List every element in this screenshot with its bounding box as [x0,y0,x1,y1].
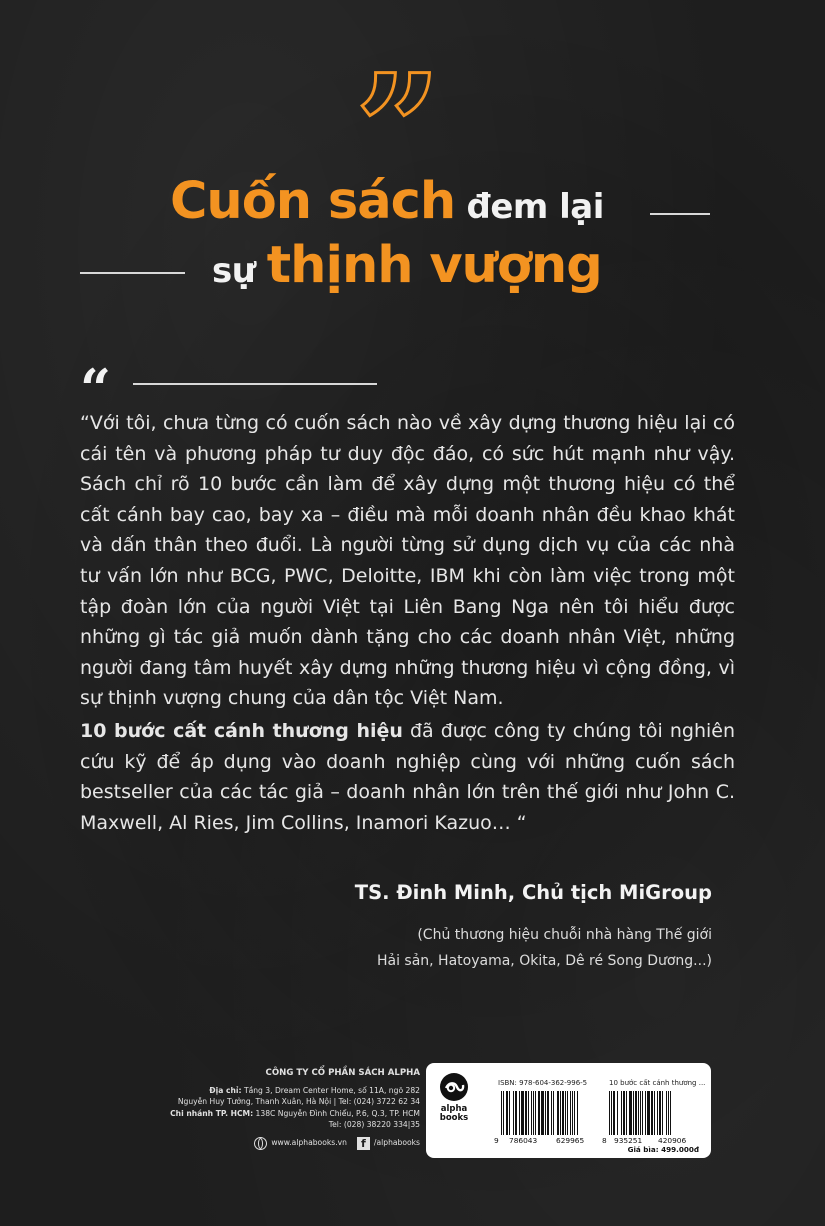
barcode-stripe [577,1091,578,1135]
testimonial-paragraph-1: “Với tôi, chưa từng có cuốn sách nào về xây dựng thương hiệu lại có cái tên và phương pháp tư duy độc đáo, có sức hút mạnh như vậy. Sách chỉ rõ 10 bước cần làm để xây dựng một thương hiệu có thể cất cánh bay cao, bay xa – điều mà mỗi doanh nhân đều khao khát và dấn thân theo đuổi. Là người từng sử dụng dịch vụ của các nhà tư vấn lớn như BCG, PWC, Deloitte, IBM khi còn làm việc trong một tập đoàn lớn của người Việt tại Liên Bang Nga nên tôi hiểu được những gì tác giả muốn dành tặng cho các doanh nhân Việt, những người đang tâm huyết xây dựng những thương hiệu vì cộng đồng, vì sự thịnh vượng chung của dân tộc Việt Nam. [80,412,735,710]
publisher-address-1 [170,1085,420,1097]
testimonial-quote-mark: “ [80,357,112,421]
testimonial-author: TS. Đinh Minh, Chủ tịch MiGroup [354,881,712,904]
isbn-digits-group-1: 786043 [509,1136,538,1145]
cover-price: Giá bìa: 499.000đ [627,1145,699,1154]
headline-white-1: đem lại [455,187,604,227]
isbn-digit-prefix: 9 [494,1136,499,1145]
product-barcode [609,1091,699,1135]
decorative-quote-mark: ” [355,42,442,218]
publisher-info [170,1068,420,1150]
testimonial-paragraph-2-rest: đã được công ty chúng tôi nghiên cứu kỹ để áp dụng vào doanh nghiệp cùng với những cuốn sách bestseller của các tác giả – doanh nhân lớn trên thế giới như John C. Maxwell, Al Ries, Jim Collins, Inamori Kazuo… “ [80,720,735,834]
ean-digit-prefix: 8 [602,1136,607,1145]
testimonial-author-note [377,922,712,974]
author-note-line-2: Hải sản, Hatoyama, Okita, Dê ré Song Dương...) [376,953,712,969]
barcode-book-title: 10 bước cất cánh thương ... [609,1079,706,1087]
isbn-label: ISBN: 978-604-362-996-5 [498,1079,588,1087]
website-link[interactable]: www.alphabooks.vn [271,1138,347,1148]
headline-orange-2: thịnh vượng [266,236,602,295]
publisher-address-2: Nguyễn Huy Tưởng, Thanh Xuân, Hà Nội | Tel: (024) 3722 62 34 [177,1097,420,1106]
facebook-icon: f [357,1137,370,1150]
address-label: Địa chỉ: [209,1085,242,1095]
headline-rule-right [650,213,710,215]
isbn-barcode [501,1091,601,1135]
publisher-links [170,1137,420,1150]
publisher-branch-1 [170,1108,420,1120]
address-line-1: Tầng 3, Dream Center Home, số 11A, ngõ 282 [241,1085,420,1095]
book-title-bold: 10 bước cất cánh thương hiệu [80,720,403,742]
facebook-link[interactable]: /alphabooks [373,1138,420,1148]
testimonial-paragraph-2 [80,716,735,838]
globe-icon [254,1137,267,1150]
headline-rule-left [80,272,185,274]
barcode-card [426,1063,711,1158]
author-note-line-1: (Chủ thương hiệu chuỗi nhà hàng Thế giới [417,927,712,943]
isbn-digits-group-2: 629965 [556,1136,585,1145]
testimonial-rule [133,383,377,385]
headline-white-2: sự [212,251,267,291]
ean-digits-group-1: 935251 [614,1136,643,1145]
alpha-books-logo-icon [440,1073,468,1101]
publisher-branch-2: Tel: (028) 38220 334|35 [328,1120,420,1129]
headline-orange-1: Cuốn sách [170,172,456,231]
headline-line-2 [212,236,602,295]
branch-label: Chi nhánh TP. HCM: [170,1108,254,1118]
alpha-logo-mark-icon [440,1073,468,1101]
alpha-books-logo-text: alpha books [439,1104,469,1123]
branch-line-1: 138C Nguyễn Đình Chiểu, P.6, Q.3, TP. HCM [253,1108,420,1118]
barcode-stripe [670,1091,671,1135]
ean-digits-group-2: 420906 [658,1136,687,1145]
headline-line-1 [170,172,604,231]
publisher-name: CÔNG TY CỔ PHẦN SÁCH ALPHA [265,1068,420,1078]
